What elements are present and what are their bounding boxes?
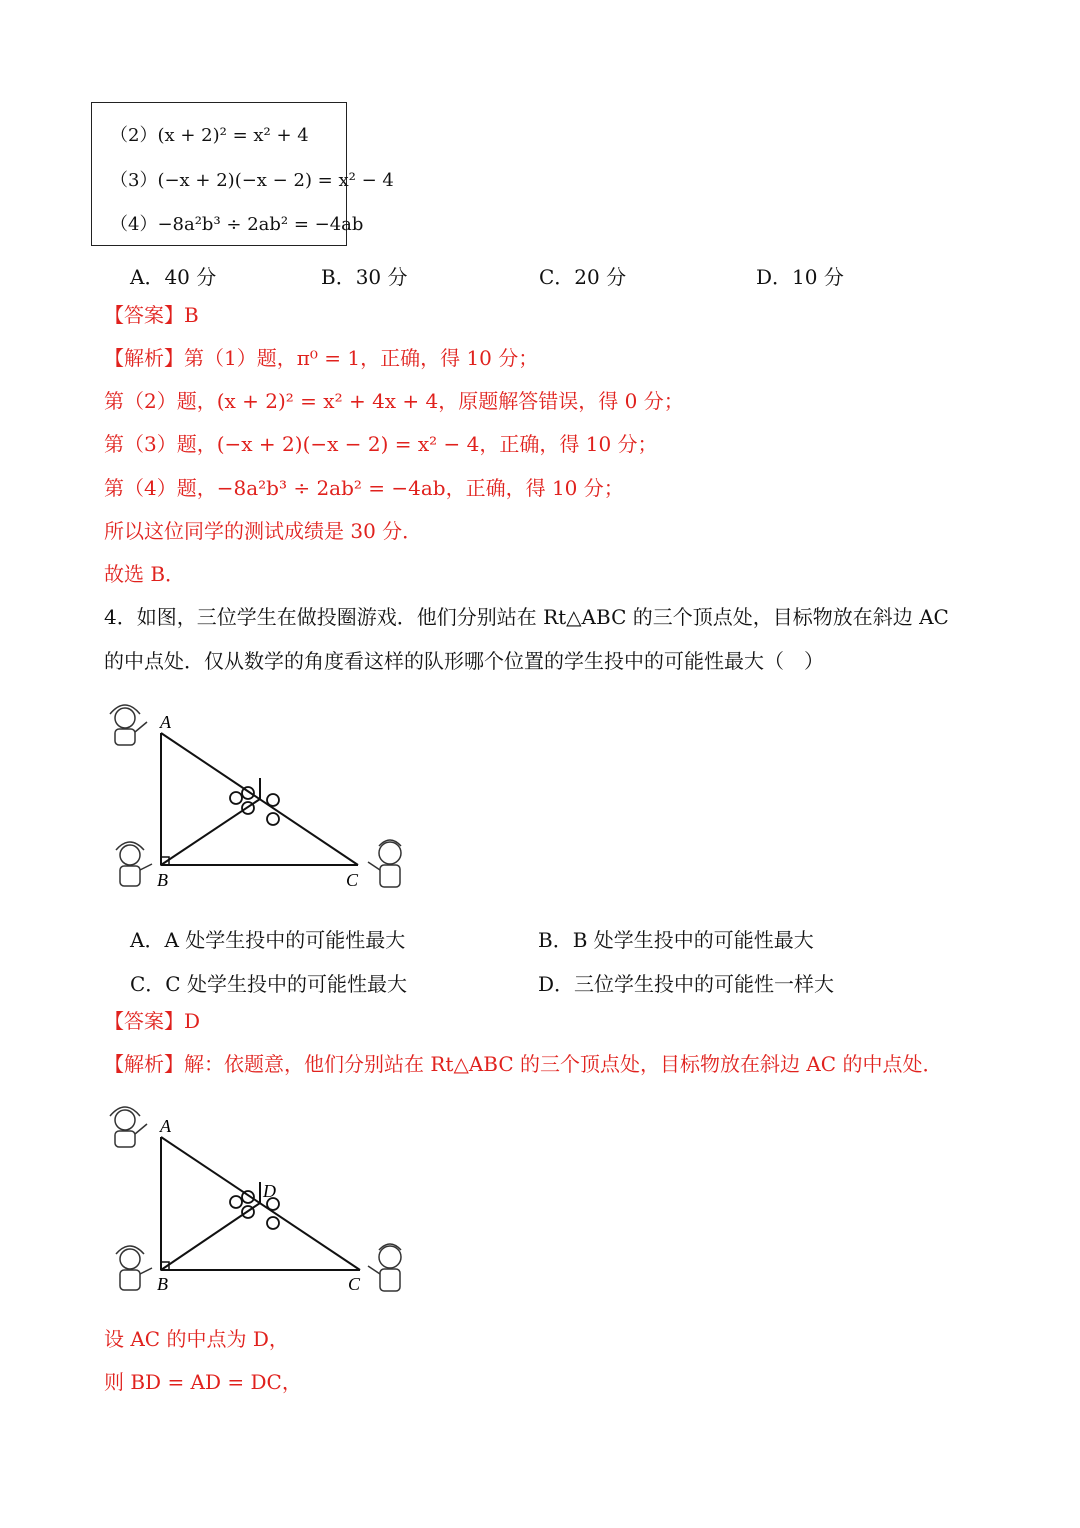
q3-option-c: C．20 分 [539, 265, 627, 289]
q4-option-b: B．B 处学生投中的可能性最大 [538, 928, 814, 952]
student-c-icon [368, 1244, 401, 1291]
student-a-icon [110, 1107, 147, 1147]
median-bd [161, 799, 260, 865]
median-bd [161, 1203, 260, 1270]
box-line-4: （4）−8a²b³ ÷ 2ab² = −4ab [110, 214, 364, 235]
student-c-icon [368, 840, 401, 887]
label-d: D [263, 1181, 276, 1201]
q3-analysis-4: 第（4）题，−8a²b³ ÷ 2ab² = −4ab，正确，得 10 分； [104, 476, 624, 500]
label-b: B [157, 870, 168, 890]
q3-analysis-3: 第（3）题，(−x + 2)(−x − 2) = x² − 4，正确，得 10 分； [104, 432, 658, 456]
label-a: A [160, 1116, 171, 1136]
q4-option-d: D．三位学生投中的可能性一样大 [538, 972, 835, 996]
q4-analysis-intro: 【解析】解：依题意，他们分别站在 Rt△ABC 的三个顶点处，目标物放在斜边 AC 的中点处． [104, 1052, 943, 1076]
figure-triangle-1 [100, 700, 420, 900]
label-a: A [160, 712, 171, 732]
student-a-icon [110, 705, 147, 745]
ring [267, 1217, 279, 1229]
label-b: B [157, 1274, 168, 1294]
q4-option-c: C．C 处学生投中的可能性最大 [130, 972, 407, 996]
q4-stem-1: 4．如图，三位学生在做投圈游戏．他们分别站在 Rt△ABC 的三个顶点处，目标物放在斜边 AC [104, 605, 949, 629]
q3-answer: 【答案】B [104, 303, 199, 327]
box-line-2: （2）(x + 2)² = x² + 4 [110, 125, 309, 146]
label-c: C [346, 870, 359, 890]
q4-step-1: 设 AC 的中点为 D， [104, 1327, 289, 1351]
q4-step-2: 则 BD = AD = DC， [104, 1370, 302, 1394]
q4-stem-2: 的中点处．仅从数学的角度看这样的队形哪个位置的学生投中的可能性最大（ ） [104, 649, 824, 673]
ring [230, 792, 242, 804]
box-line-3: （3）(−x + 2)(−x − 2) = x² − 4 [110, 170, 394, 191]
ring [267, 794, 279, 806]
label-c: C [348, 1274, 361, 1294]
q3-analysis-2: 第（2）题，(x + 2)² = x² + 4x + 4，原题解答错误，得 0 分； [104, 389, 684, 413]
q3-analysis-6: 故选 B． [104, 562, 186, 586]
ring [267, 813, 279, 825]
figure-triangle-2 [100, 1102, 420, 1302]
question-box [91, 102, 394, 246]
ring [230, 1196, 242, 1208]
student-b-icon [116, 1246, 152, 1290]
q4-answer: 【答案】D [104, 1009, 201, 1033]
q3-analysis-5: 所以这位同学的测试成绩是 30 分． [104, 519, 423, 543]
q3-option-a: A．40 分 [130, 265, 217, 289]
student-b-icon [116, 842, 152, 886]
q3-option-b: B．30 分 [321, 265, 408, 289]
q4-option-a: A．A 处学生投中的可能性最大 [130, 928, 406, 952]
q3-analysis-1: 【解析】第（1）题，π⁰ = 1，正确，得 10 分； [104, 346, 539, 370]
q3-option-d: D．10 分 [756, 265, 844, 289]
